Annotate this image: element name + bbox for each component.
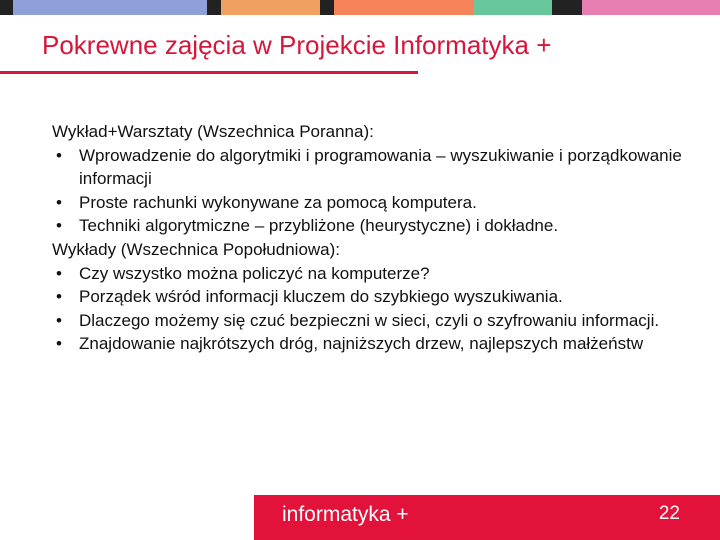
list-item-text: Czy wszystko można policzyć na komputerze? xyxy=(79,263,430,283)
slide-content xyxy=(52,120,692,356)
top-bar-segment xyxy=(0,0,13,15)
top-bar-segment xyxy=(320,0,334,15)
bullet-icon: • xyxy=(56,192,62,212)
list-item-text: Wprowadzenie do algorytmiki i programowania – wyszukiwanie i porządkowanie informacji xyxy=(79,145,682,189)
list-item-text: Dlaczego możemy się czuć bezpieczni w sieci, czyli o szyfrowaniu informacji. xyxy=(79,310,660,330)
top-color-bar xyxy=(0,0,720,15)
bullet-icon: • xyxy=(56,310,62,330)
top-bar-segment xyxy=(582,0,720,15)
list-item xyxy=(52,191,692,215)
list-item-text: Porządek wśród informacji kluczem do szybkiego wyszukiwania. xyxy=(79,287,563,307)
page-number: 22 xyxy=(658,503,680,524)
footer-brand-label: informatyka + xyxy=(282,503,409,526)
list-item xyxy=(52,214,692,238)
list-item-text: Proste rachunki wykonywane za pomocą komputera. xyxy=(79,192,477,212)
top-bar-segment xyxy=(334,0,474,15)
bullet-icon: • xyxy=(56,216,62,236)
bullet-icon: • xyxy=(56,334,62,354)
bullet-icon: • xyxy=(56,263,62,283)
footer-separator xyxy=(250,495,252,540)
top-bar-segment xyxy=(552,0,582,15)
top-bar-segment xyxy=(221,0,320,15)
section-heading-afternoon: Wykłady (Wszechnica Popołudniowa): xyxy=(52,239,341,259)
list-item-text: Techniki algorytmiczne – przybliżone (heurystyczne) i dokładne. xyxy=(79,216,559,236)
bullet-icon: • xyxy=(56,287,62,307)
list-item xyxy=(52,144,692,191)
list-item xyxy=(52,309,692,333)
list-item xyxy=(52,262,692,286)
section-heading-morning: Wykład+Warsztaty (Wszechnica Poranna): xyxy=(52,122,374,141)
top-bar-segment xyxy=(474,0,552,15)
footer-bar xyxy=(254,495,720,540)
slide-title: Pokrewne zajęcia w Projekcie Informatyka + xyxy=(42,30,552,60)
list-item-text: Znajdowanie najkrótszych dróg, najniższych drzew, najlepszych małżeństw xyxy=(79,334,644,354)
list-item xyxy=(52,332,692,356)
bullet-icon: • xyxy=(56,145,62,165)
list-item xyxy=(52,285,692,309)
top-bar-segment xyxy=(207,0,221,15)
top-bar-segment xyxy=(13,0,207,15)
title-underline xyxy=(0,71,418,74)
